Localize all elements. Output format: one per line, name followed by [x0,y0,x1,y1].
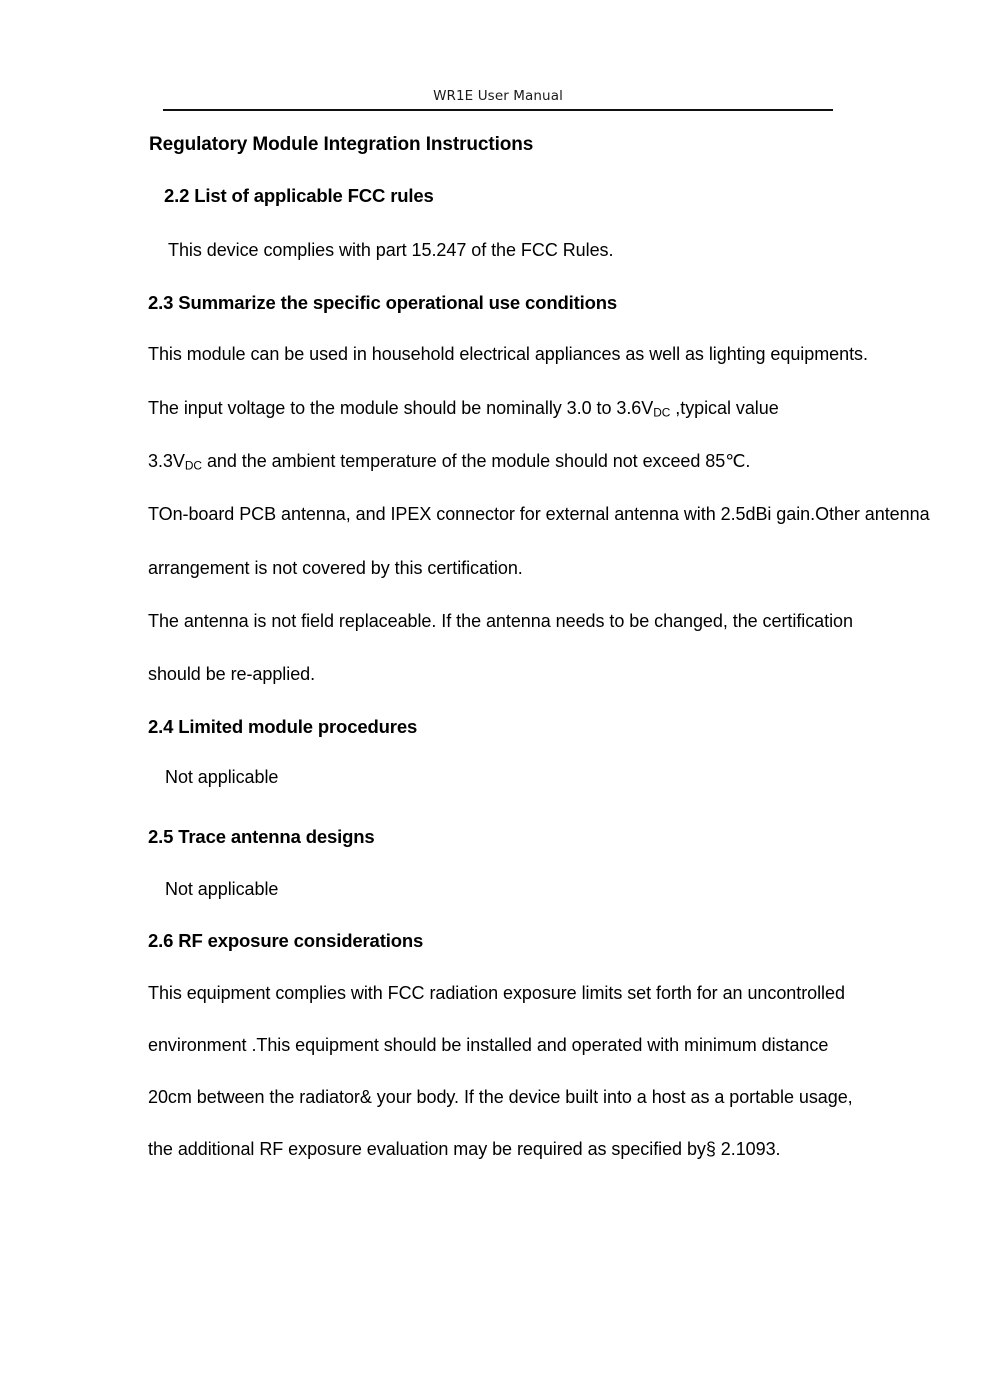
paragraph-2-6-3: 20cm between the radiator& your body. If the device built into a host as a portable usage, [148,1087,853,1107]
heading-2-5: 2.5 Trace antenna designs [148,826,375,847]
paragraph-2-3-7: should be re-applied. [148,664,316,684]
paragraph-2-6-4: the additional RF exposure evaluation may be required as specified by§ 2.1093. [148,1139,781,1159]
heading-2-2: 2.2 List of applicable FCC rules [164,185,434,206]
paragraph-2-6-1: This equipment complies with FCC radiation exposure limits set forth for an uncontrolled [148,983,845,1003]
header-title: WR1E User Manual [433,88,563,104]
paragraph-2-3-3 [148,448,990,479]
header-divider [163,109,833,111]
paragraph-2-3-2 [148,395,990,426]
heading-2-4: 2.4 Limited module procedures [148,716,418,737]
voltage-range-text: The input voltage to the module should be nominally 3.0 to 3.6V [148,398,654,418]
heading-2-6: 2.6 RF exposure considerations [148,930,424,951]
page-title: Regulatory Module Integration Instructions [149,134,534,155]
paragraph-2-3-1: This module can be used in household electrical appliances as well as lighting equipments. [148,344,868,364]
voltage-subscript-dc: DC [653,405,671,420]
paragraph-2-3-4: TOn-board PCB antenna, and IPEX connector for external antenna with 2.5dBi gain.Other antenna [148,504,930,524]
paragraph-2-5-1: Not applicable [165,879,279,899]
ambient-temperature-text: and the ambient temperature of the module should not exceed 85℃. [202,451,751,471]
page-header [163,88,833,111]
paragraph-2-4-1: Not applicable [165,767,279,787]
typical-voltage-text: 3.3V [148,451,185,471]
typical-value-text: ,typical value [670,398,779,418]
heading-2-3: 2.3 Summarize the specific operational use conditions [148,292,618,313]
voltage-subscript-dc-2: DC [184,458,202,473]
paragraph-2-3-5: arrangement is not covered by this certification. [148,558,523,578]
paragraph-2-2-1: This device complies with part 15.247 of the FCC Rules. [168,240,614,260]
paragraph-2-6-2: environment .This equipment should be installed and operated with minimum distance [148,1035,829,1055]
paragraph-2-3-6: The antenna is not field replaceable. If the antenna needs to be changed, the certification [148,611,853,631]
